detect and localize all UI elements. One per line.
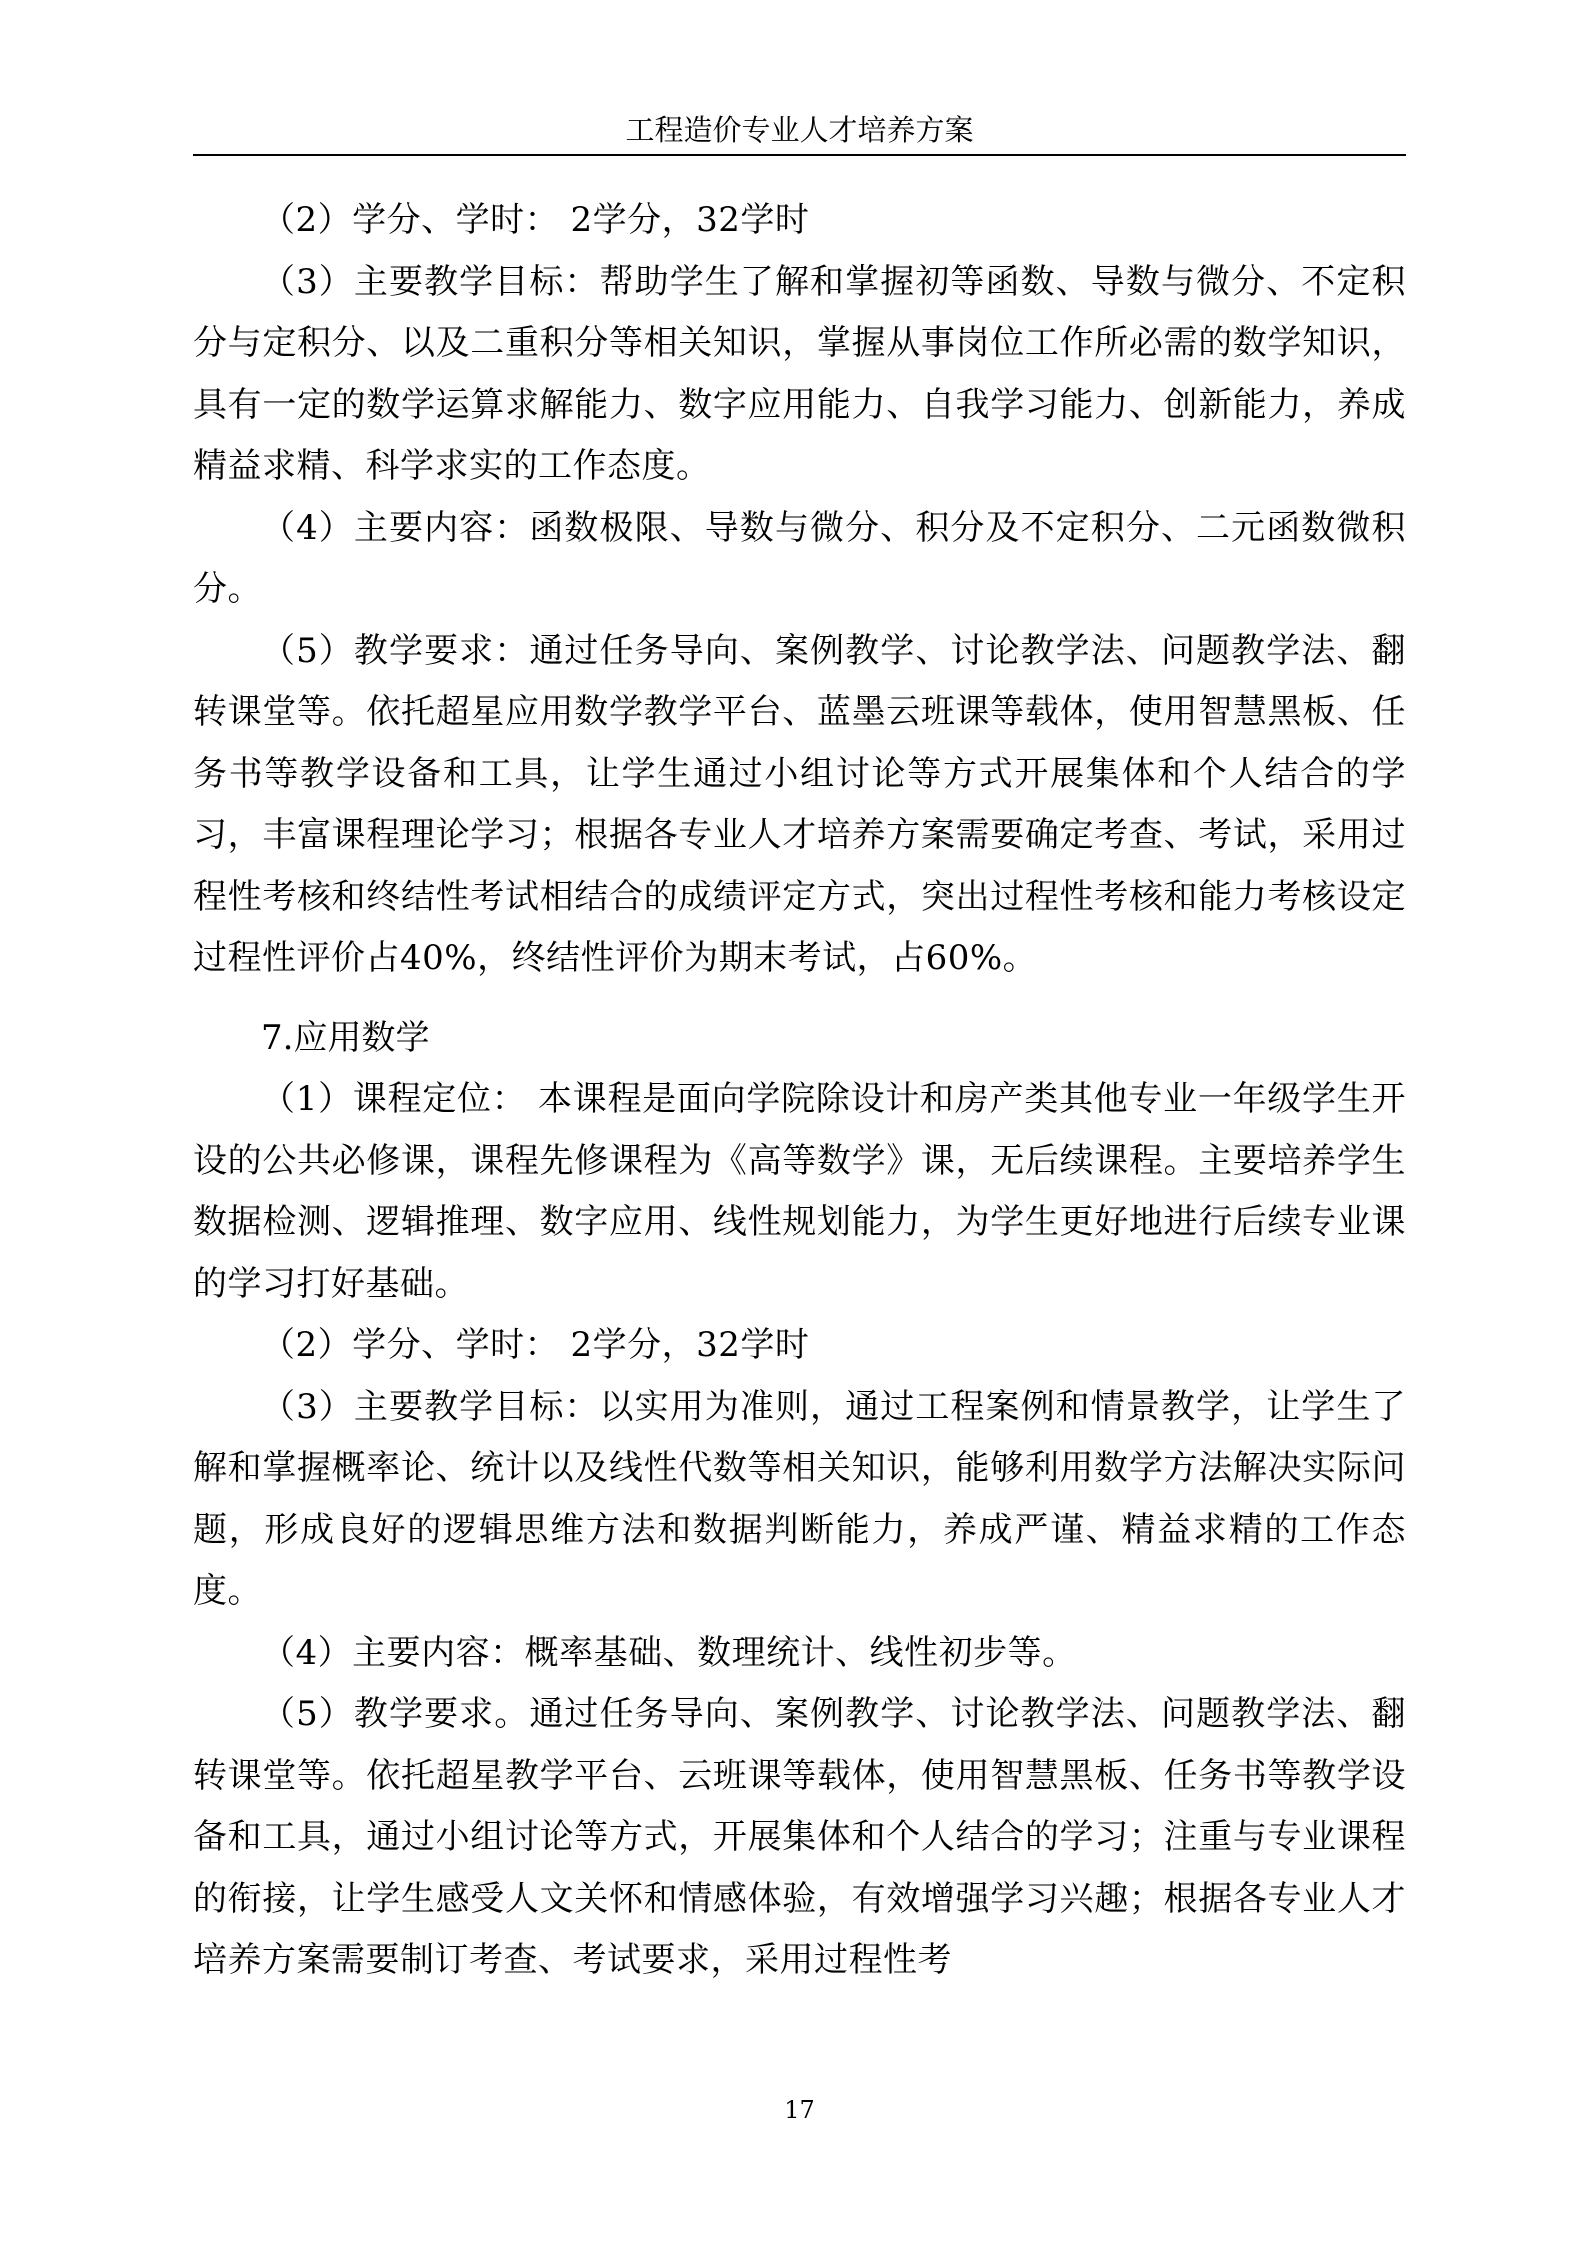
page-number: 17	[784, 2096, 815, 2124]
paragraph-course-positioning: （1）课程定位： 本课程是面向学院除设计和房产类其他专业一年级学生开设的公共必修课，课程先修课程为《高等数学》课，无后续课程。主要培养学生数据检测、逻辑推理、数字应用、线性规划能力，为学生更好地进行后续专业课的学习打好基础。	[193, 1079, 1406, 1304]
section-heading-applied-math: 7.应用数学	[261, 1017, 430, 1058]
paragraph-credits-hours-applied: （2）学分、学时： 2学分，32学时	[261, 1325, 810, 1365]
paragraph-teaching-requirements-applied: （5）教学要求。通过任务导向、案例教学、讨论教学法、问题教学法、翻转课堂等。依托超星教学平台、云班课等载体，使用智慧黑板、任务书等教学设备和工具，通过小组讨论等方式，开展集体和个人结合的学习；注重与专业课程的衔接，让学生感受人文关怀和情感体验，有效增强学习兴趣；根据各专业人才培养方案需要制订考查、考试要求，采用过程性考	[193, 1694, 1406, 1980]
paragraph-teaching-requirements: （5）教学要求：通过任务导向、案例教学、讨论教学法、问题教学法、翻转课堂等。依托超星应用数学教学平台、蓝墨云班课等载体，使用智慧黑板、任务书等教学设备和工具，让学生通过小组讨论等方式开展集体和个人结合的学习，丰富课程理论学习；根据各专业人才培养方案需要确定考查、考试，采用过程性考核和终结性考试相结合的成绩评定方式，突出过程性考核和能力考核设定过程性评价占40%，终结性评价为期末考试，占60%。	[193, 630, 1406, 978]
document-body	[193, 190, 1406, 1992]
paragraph-main-content-applied: （4）主要内容：概率基础、数理统计、线性初步等。	[261, 1632, 1077, 1673]
header-divider	[193, 154, 1406, 156]
paragraph-teaching-goals-applied: （3）主要教学目标：以实用为准则，通过工程案例和情景教学，让学生了解和掌握概率论、统计以及线性代数等相关知识，能够利用数学方法解决实际问题，形成良好的逻辑思维方法和数据判断能力，养成严谨、精益求精的工作态度。	[193, 1386, 1406, 1611]
page-header-title: 工程造价专业人才培养方案	[625, 113, 974, 147]
paragraph-credits-hours: （2）学分、学时： 2学分，32学时	[261, 200, 810, 240]
paragraph-main-content: （4）主要内容：函数极限、导数与微分、积分及不定积分、二元函数微积分。	[193, 507, 1406, 609]
paragraph-teaching-goals: （3）主要教学目标：帮助学生了解和掌握初等函数、导数与微分、不定积分与定积分、以及二重积分等相关知识，掌握从事岗位工作所必需的数学知识，具有一定的数学运算求解能力、数字应用能力、自我学习能力、创新能力，养成精益求精、科学求实的工作态度。	[193, 261, 1406, 486]
